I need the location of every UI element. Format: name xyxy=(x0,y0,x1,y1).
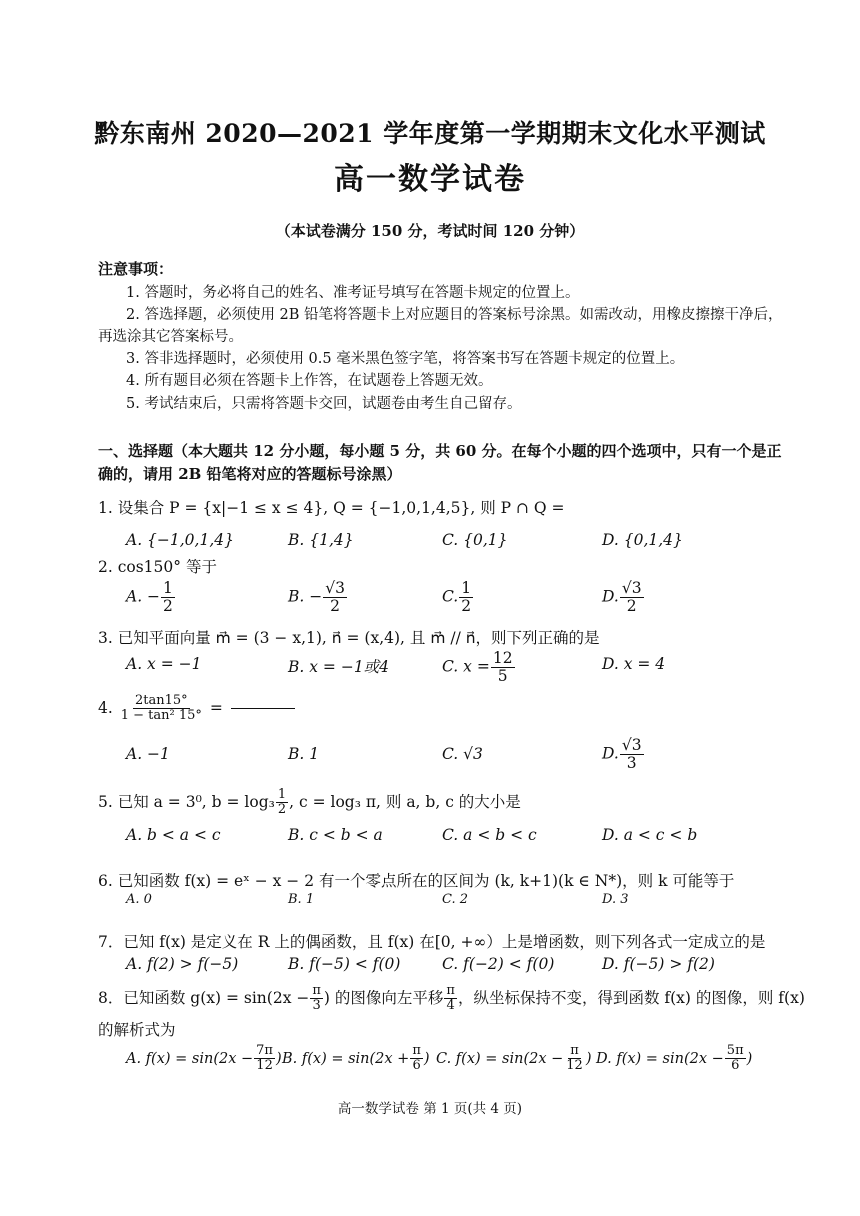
q5-stem-post: , c = log₃ π, 则 a, b, c 的大小是 xyxy=(289,792,521,811)
q5-stem xyxy=(98,788,521,818)
q4-answer-blank xyxy=(231,708,295,709)
q4-num: 2tan15° xyxy=(134,693,188,708)
q7-option-a: A. f(2) > f(−5) xyxy=(126,955,239,973)
q4-option-b: B. 1 xyxy=(288,745,320,763)
q8-d-den: 6 xyxy=(731,1058,740,1074)
q2-option-b xyxy=(288,580,348,615)
q8-f2-num: π xyxy=(446,983,455,998)
q8-f1-num: π xyxy=(312,983,321,998)
q3-c-fraction xyxy=(491,650,515,685)
q2-b-den: 2 xyxy=(330,597,341,616)
q8-fraction-1 xyxy=(310,984,323,1014)
q8-stem-b: ) 的图像向左平移 xyxy=(323,988,444,1007)
q8-f2-den: 4 xyxy=(446,998,455,1014)
q8-d-prefix: D. f(x) = sin(2x − xyxy=(596,1050,724,1067)
q8-d-suffix: ) xyxy=(746,1050,753,1067)
q8-d-fraction xyxy=(725,1044,746,1074)
q7-option-c: C. f(−2) < f(0) xyxy=(442,955,555,973)
q7-option-b: B. f(−5) < f(0) xyxy=(288,955,401,973)
notice-item-2-text: 2. 答选择题，必须使用 2B 铅笔将答题卡上对应题目的答案标号涂黑。如需改动，用橡皮擦擦干净后，再选涂其它答案标号。 xyxy=(98,307,783,345)
q4-d-den: 3 xyxy=(626,754,637,773)
q4-option-d xyxy=(602,737,645,772)
q3-c-prefix: C. x = xyxy=(442,657,490,676)
q1-option-d: D. {0,1,4} xyxy=(602,531,683,549)
notice-item-3-text: 3. 答非选择题时，必须使用 0.5 毫米黑色签字笔，将答案书写在答题卡规定的位置上。 xyxy=(126,351,685,367)
notice-item-1-text: 1. 答题时，务必将自己的姓名、准考证号填写在答题卡规定的位置上。 xyxy=(126,285,580,301)
q7-stem: 7．已知 f(x) 是定义在 R 上的偶函数，且 f(x) 在[0, +∞）上是增函数，则下列各式一定成立的是 xyxy=(98,933,766,951)
q4-stem xyxy=(98,694,295,724)
q3-option-b: B. x = −1或4 xyxy=(288,658,390,676)
q8-b-suffix: ) xyxy=(423,1050,430,1067)
q6-stem: 6. 已知函数 f(x) = eˣ − x − 2 有一个零点所在的区间为 (k, k+1)(k ∈ N*)，则 k 可能等于 xyxy=(98,872,735,890)
q8-option-c xyxy=(436,1044,591,1074)
q8-stem-line2: 的解析式为 xyxy=(98,1021,176,1039)
q8-a-fraction xyxy=(254,1044,275,1074)
q8-stem xyxy=(98,984,805,1014)
q5-option-a: A. b < a < c xyxy=(126,826,221,844)
q2-d-fraction xyxy=(620,580,644,615)
q8-option-d xyxy=(596,1044,752,1074)
q3-stem: 3. 已知平面向量 m⃗ = (3 − x,1), n⃗ = (x,4), 且 m⃗ // n⃗，则下列正确的是 xyxy=(98,629,600,647)
q6-option-b: B. 1 xyxy=(288,892,315,907)
q6-option-a: A. 0 xyxy=(126,892,152,907)
q4-d-num: √3 xyxy=(621,736,642,754)
q2-c-num: 1 xyxy=(461,579,472,597)
q8-option-b xyxy=(282,1044,430,1074)
q4-d-fraction xyxy=(620,737,644,772)
q7-option-d: D. f(−5) > f(2) xyxy=(602,955,715,973)
q8-c-den: 12 xyxy=(566,1058,583,1074)
q4-label: 4. xyxy=(98,698,113,717)
q3-c-num: 12 xyxy=(492,649,513,667)
q2-c-fraction xyxy=(459,580,473,615)
notice-item-1 xyxy=(98,282,788,304)
q8-b-prefix: B. f(x) = sin(2x + xyxy=(282,1050,410,1067)
notice-item-2 xyxy=(98,304,788,348)
q2-c-den: 2 xyxy=(461,597,472,616)
q3-option-a: A. x = −1 xyxy=(126,655,202,673)
q4-option-a: A. −1 xyxy=(126,745,170,763)
q2-a-fraction xyxy=(161,580,175,615)
notice-heading: 注意事项： xyxy=(98,260,174,278)
q8-a-den: 12 xyxy=(256,1058,273,1074)
q8-a-prefix: A. f(x) = sin(2x − xyxy=(126,1050,254,1067)
q5-option-b: B. c < b < a xyxy=(288,826,383,844)
q2-b-prefix: B. − xyxy=(288,587,323,606)
q8-a-num: 7π xyxy=(256,1043,273,1058)
q2-a-den: 2 xyxy=(163,597,173,616)
q8-b-fraction xyxy=(410,1044,423,1074)
q1-option-b: B. {1,4} xyxy=(288,531,354,549)
q5-frac-num: 1 xyxy=(277,787,287,802)
q5-fraction xyxy=(276,788,288,818)
exam-title-line2: 高一数学试卷 xyxy=(334,162,526,197)
q8-d-num: 5π xyxy=(726,1043,744,1058)
q2-option-d xyxy=(602,580,645,615)
q6-option-c: C. 2 xyxy=(442,892,469,907)
notice-item-3 xyxy=(98,348,788,370)
q8-option-a xyxy=(126,1044,282,1074)
q8-c-num: π xyxy=(570,1043,579,1058)
q8-c-fraction xyxy=(564,1044,585,1074)
q3-c-den: 5 xyxy=(497,667,508,686)
q5-option-d: D. a < c < b xyxy=(602,826,698,844)
q8-fraction-2 xyxy=(444,984,457,1014)
q1-stem: 1. 设集合 P = {x|−1 ≤ x ≤ 4}, Q = {−1,0,1,4,5}, 则 P ∩ Q = xyxy=(98,499,565,517)
exam-subtitle: （本试卷满分 150 分，考试时间 120 分钟） xyxy=(275,222,585,240)
q5-frac-den: 2 xyxy=(277,802,287,818)
notice-item-4 xyxy=(98,370,788,392)
q2-b-fraction xyxy=(323,580,347,615)
q8-a-suffix: ) xyxy=(275,1050,282,1067)
q2-d-den: 2 xyxy=(626,597,637,616)
q2-b-num: √3 xyxy=(325,579,345,597)
q2-stem: 2. cos150° 等于 xyxy=(98,558,217,576)
q4-equals: = xyxy=(209,698,223,717)
q2-a-prefix: A. − xyxy=(126,587,161,606)
q8-f1-den: 3 xyxy=(312,998,321,1014)
q2-c-prefix: C. xyxy=(442,587,459,606)
q8-c-prefix: C. f(x) = sin(2x − xyxy=(436,1050,564,1067)
q2-d-num: √3 xyxy=(621,579,642,597)
q2-option-c xyxy=(442,580,474,615)
q1-option-c: C. {0,1} xyxy=(442,531,508,549)
q8-stem-c: ，纵坐标保持不变，得到函数 f(x) 的图像，则 f(x) xyxy=(457,988,805,1007)
exam-title-line1: 黔东南州 2020—2021 学年度第一学期期末文化水平测试 xyxy=(94,119,766,148)
q6-option-d: D. 3 xyxy=(602,892,629,907)
q4-den: 1 − tan² 15° xyxy=(120,708,202,724)
section1-heading: 一、选择题（本大题共 12 分小题，每小题 5 分，共 60 分。在每个小题的四个选项中，只有一个是正确的，请用 2B 铅笔将对应的答题标号涂黑） xyxy=(98,442,782,483)
q3-option-d: D. x = 4 xyxy=(602,655,666,673)
q5-option-c: C. a < b < c xyxy=(442,826,537,844)
q3-option-c xyxy=(442,650,516,685)
q8-b-num: π xyxy=(412,1043,421,1058)
q1-option-a: A. {−1,0,1,4} xyxy=(126,531,234,549)
notice-item-5 xyxy=(98,393,788,415)
q2-d-prefix: D. xyxy=(602,587,619,606)
q8-stem-a: 8．已知函数 g(x) = sin(2x − xyxy=(98,988,310,1007)
q8-c-suffix: ) xyxy=(585,1050,592,1067)
page-footer: 高一数学试卷 第 1 页(共 4 页) xyxy=(337,1101,523,1117)
q8-b-den: 6 xyxy=(412,1058,421,1074)
q2-a-num: 1 xyxy=(163,579,173,597)
notice-item-4-text: 4. 所有题目必须在答题卡上作答，在试题卷上答题无效。 xyxy=(126,373,493,389)
notice-item-5-text: 5. 考试结束后，只需将答题卡交回，试题卷由考生自己留存。 xyxy=(126,396,522,412)
q2-option-a xyxy=(126,580,176,615)
q4-fraction xyxy=(119,694,204,724)
q4-option-c: C. √3 xyxy=(442,745,483,763)
q5-stem-pre: 5. 已知 a = 3⁰, b = log₃ xyxy=(98,792,275,811)
q4-d-prefix: D. xyxy=(602,744,619,763)
